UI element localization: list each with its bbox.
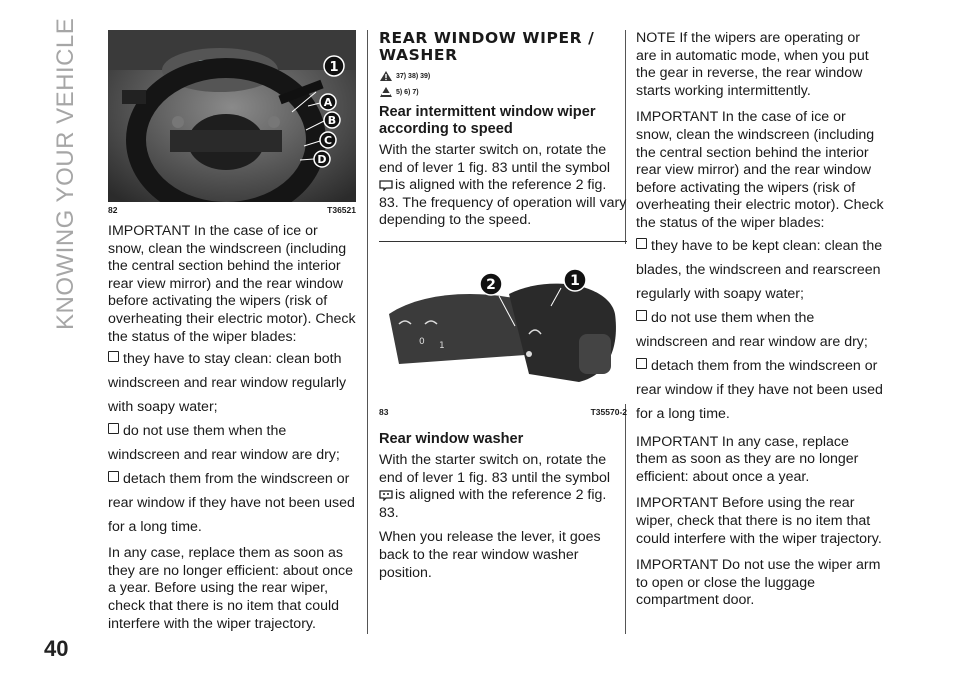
bullet-item: detach them from the windscreen or rear window if they have not been used for a long time. (108, 471, 355, 536)
figure-callout (320, 94, 336, 110)
column-3 (636, 30, 884, 617)
checkbox-bullet-icon (636, 310, 647, 321)
figure-callout (324, 112, 340, 128)
chapter-title-text: KNOWING YOUR VEHICLE (52, 17, 79, 330)
svg-text:0: 0 (419, 336, 425, 347)
subheading: Rear window washer (379, 430, 524, 447)
figure-callout (320, 132, 336, 148)
figure-83 (379, 244, 627, 417)
svg-text:D: D (317, 153, 327, 166)
paragraph: With the starter switch on, rotate the end of lever 1 fig. 83 until the symbol is aligned with the reference 2 fig. 83. (379, 451, 611, 521)
checkbox-bullet-icon (108, 423, 119, 434)
column-divider (367, 30, 368, 634)
checkbox-bullet-icon (636, 238, 647, 249)
paragraph: IMPORTANT In the case of ice or snow, clean the windscreen (including the central section behind the interior rear view mirror) and the rear window before activating the wipers (risk of overheating their electric motor). Check the status of the wiper blades: (108, 223, 356, 345)
paragraph: NOTE If the wipers are operating or are in automatic mode, when you put the gear in reverse, the rear window starts working intermittently. (636, 30, 869, 99)
caution-triangle-icon (379, 86, 393, 98)
rear-wiper-symbol-icon (379, 179, 393, 191)
paragraph: IMPORTANT Do not use the wiper arm to open or close the luggage compartment door. (636, 557, 881, 609)
chapter-side-title (52, 17, 82, 330)
figure-code: T36521 (327, 205, 356, 215)
svg-text:C: C (323, 134, 333, 147)
column-2 (379, 30, 627, 589)
paragraph: In any case, replace them as soon as they are no longer efficient: about once a year. Before using the rear wiper, check that there is no item that could interfere with the wiper trajectory. (108, 545, 354, 632)
figure-code: T35570-2 (590, 406, 627, 417)
bullet-item: do not use them when the windscreen and rear window are dry; (636, 309, 868, 350)
bullet-item: detach them from the windscreen or rear window if they have not been used for a long time. (636, 357, 883, 422)
figure-number: 83 (379, 406, 389, 417)
section-title: REAR WINDOW WIPER / WASHER (379, 29, 595, 64)
checkbox-bullet-icon (108, 351, 119, 362)
checkbox-bullet-icon (108, 471, 119, 482)
bullet-item: they have to stay clean: clean both windscreen and rear window regularly with soapy water; (108, 351, 347, 416)
subheading: Rear intermittent window wiper according to speed (379, 104, 596, 137)
steering-wheel-photo (108, 30, 356, 202)
figure-callout (324, 56, 344, 76)
figure-callout (314, 151, 330, 167)
figure-caption (108, 202, 356, 215)
svg-text:1: 1 (570, 272, 580, 289)
wiper-lever-photo (379, 244, 627, 404)
warning-triangle-icon (379, 70, 393, 82)
page-number: 40 (44, 636, 69, 661)
caution-reference: 5) 6) 7) (379, 86, 627, 98)
figure-callout (564, 269, 586, 291)
figure-callout (480, 273, 502, 295)
column-1 (108, 30, 356, 640)
warning-reference: 37) 38) 39) (379, 70, 627, 82)
paragraph: When you release the lever, it goes back to the rear window washer position. (379, 529, 601, 581)
figure-rule (379, 241, 627, 242)
paragraph: IMPORTANT In any case, replace them as soon as they are no longer efficient: about once a year. (636, 433, 859, 485)
bullet-item: they have to be kept clean: clean the blades, the windscreen and rearscreen regularly with soapy water; (636, 237, 883, 302)
svg-text:A: A (323, 96, 333, 109)
paragraph: IMPORTANT Before using the rear wiper, check that there is no item that could interfere with the wiper trajectory. (636, 495, 882, 547)
figure-82 (108, 30, 356, 215)
figure-caption (379, 404, 627, 417)
paragraph: With the starter switch on, rotate the end of lever 1 fig. 83 until the symbol is aligned with the reference 2 fig. 83. The frequency of operation will vary depending to the speed. (379, 142, 627, 229)
paragraph: IMPORTANT In the case of ice or snow, clean the windscreen (including the central section behind the interior rear view mirror) and the rear window before activating the wipers (risk of overheating their electric motor). Check the status of the wiper blades: (636, 109, 884, 231)
rear-washer-symbol-icon (379, 489, 393, 501)
svg-text:1: 1 (329, 60, 339, 75)
bullet-item: do not use them when the windscreen and rear window are dry; (108, 423, 340, 464)
svg-text:2: 2 (486, 276, 496, 293)
checkbox-bullet-icon (636, 358, 647, 369)
svg-text:1: 1 (439, 340, 445, 351)
svg-text:B: B (327, 114, 337, 127)
figure-number: 82 (108, 205, 118, 215)
